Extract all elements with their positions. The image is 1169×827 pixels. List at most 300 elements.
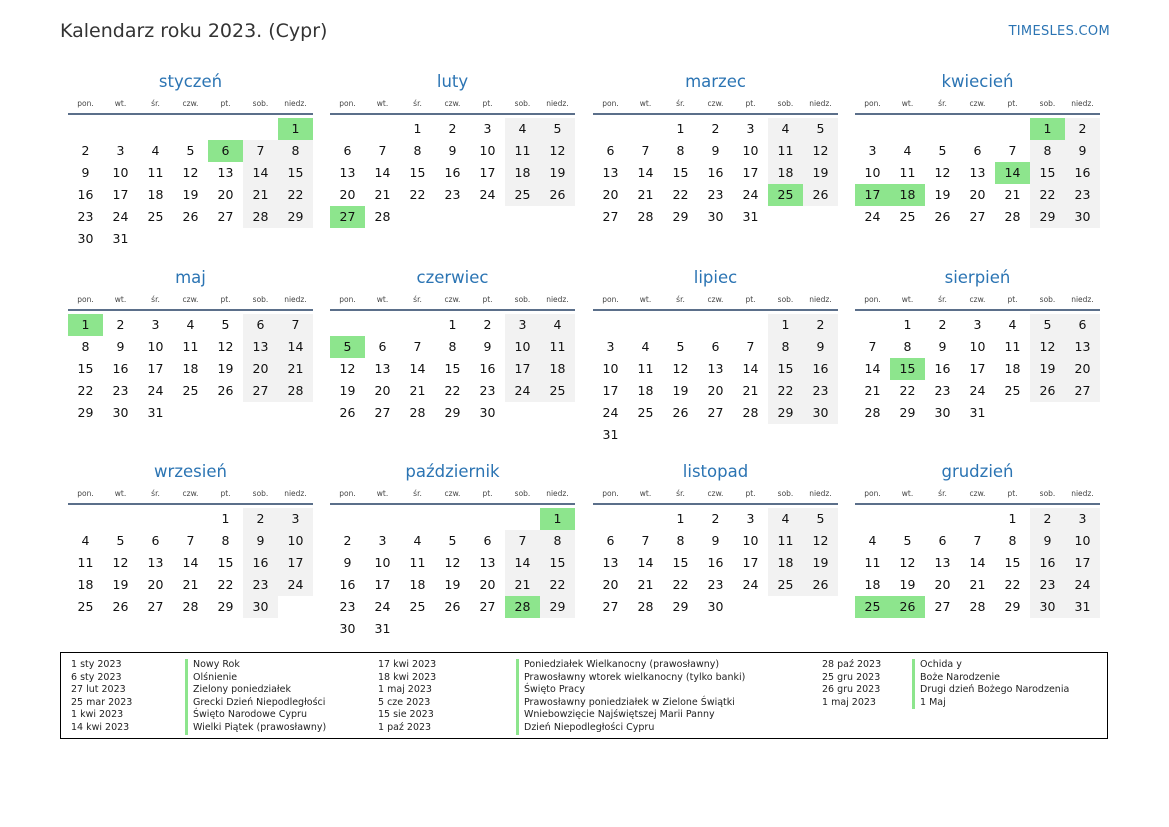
empty-day-cell (103, 508, 138, 530)
day-cell: 9 (711, 533, 720, 548)
day-cell: 18 (890, 184, 925, 206)
day-cell: 9 (116, 339, 125, 354)
week-row (855, 118, 1100, 140)
empty-day-cell (330, 118, 365, 140)
weekday-label: wt. (639, 489, 652, 498)
day-cell: 10 (602, 361, 619, 376)
month-październik (330, 462, 575, 640)
legend-holiday-name: Dzień Niepodległości Cypru (524, 721, 655, 733)
day-cell: 23 (803, 380, 838, 402)
month-name: sierpień (944, 268, 1011, 287)
empty-day-cell (960, 508, 995, 530)
week-row (330, 314, 575, 336)
empty-day-cell (330, 508, 365, 530)
weekday-label: wt. (639, 99, 652, 108)
day-cell: 27 (330, 206, 365, 228)
week-row (855, 380, 1100, 402)
empty-day-cell (68, 508, 103, 530)
day-cell: 10 (742, 533, 759, 548)
legend-holiday-name: Święto Pracy (524, 684, 585, 696)
day-cell: 30 (243, 596, 278, 618)
day-cell: 20 (217, 187, 234, 202)
day-cell: 7 (505, 530, 540, 552)
day-cell: 26 (217, 383, 234, 398)
day-cell: 20 (243, 358, 278, 380)
empty-day-cell (628, 314, 663, 336)
day-cell: 14 (969, 555, 986, 570)
weekday-label: sob. (777, 99, 794, 108)
day-cell: 20 (339, 187, 356, 202)
weekday-label: niedz. (1071, 295, 1094, 304)
weekday-label: niedz. (284, 99, 307, 108)
week-row (330, 206, 575, 228)
day-cell: 22 (278, 184, 313, 206)
day-cell: 18 (409, 577, 426, 592)
week-row (855, 508, 1100, 530)
weekday-label: czw. (707, 295, 724, 304)
week-row (68, 162, 313, 184)
empty-day-cell (400, 618, 435, 640)
day-cell: 7 (186, 533, 195, 548)
weekday-label: sob. (514, 295, 531, 304)
weekday-label: śr. (938, 295, 947, 304)
empty-day-cell (890, 118, 925, 140)
day-cell: 9 (803, 336, 838, 358)
day-cell: 8 (221, 533, 230, 548)
week-row (855, 402, 1100, 424)
week-row (593, 358, 838, 380)
day-cell: 21 (505, 574, 540, 596)
week-row (330, 184, 575, 206)
day-cell: 4 (151, 143, 160, 158)
empty-day-cell (138, 228, 173, 250)
day-cell: 16 (479, 361, 496, 376)
empty-day-cell (400, 508, 435, 530)
day-cell: 17 (969, 361, 986, 376)
weekday-label: niedz. (809, 295, 832, 304)
day-cell: 24 (278, 574, 313, 596)
weekday-label: śr. (938, 99, 947, 108)
day-cell: 15 (217, 555, 234, 570)
weekday-label: wt. (114, 295, 127, 304)
day-cell: 10 (374, 555, 391, 570)
day-cell: 4 (768, 508, 803, 530)
weekday-label: sob. (1039, 489, 1056, 498)
day-cell: 6 (208, 140, 243, 162)
day-cell: 3 (1065, 508, 1100, 530)
weekday-label: wt. (114, 99, 127, 108)
day-cell: 8 (676, 143, 685, 158)
week-row (68, 184, 313, 206)
legend-date: 5 cze 2023 (378, 696, 431, 708)
day-cell: 22 (1004, 577, 1021, 592)
day-cell: 22 (1030, 184, 1065, 206)
day-cell: 1 (278, 118, 313, 140)
weekday-label: śr. (413, 295, 422, 304)
legend-dates-column (378, 659, 436, 735)
day-cell: 16 (803, 358, 838, 380)
day-cell: 19 (1030, 358, 1065, 380)
day-cell: 15 (672, 555, 689, 570)
day-cell: 15 (1030, 162, 1065, 184)
day-cell: 25 (540, 380, 575, 402)
legend-names-column (185, 659, 326, 735)
day-cell: 20 (602, 187, 619, 202)
day-cell: 29 (768, 402, 803, 424)
weekday-label: wt. (376, 99, 389, 108)
day-cell: 23 (112, 383, 129, 398)
legend-holiday-name: Wniebowzięcie Najświętszej Marii Panny (524, 709, 715, 721)
day-cell: 24 (479, 187, 496, 202)
day-cell: 11 (505, 140, 540, 162)
day-cell: 13 (707, 361, 724, 376)
day-cell: 21 (1004, 187, 1021, 202)
day-cell: 18 (182, 361, 199, 376)
empty-day-cell (925, 508, 960, 530)
weekday-label: niedz. (284, 489, 307, 498)
legend-date: 1 paź 2023 (378, 721, 432, 733)
day-cell: 22 (217, 577, 234, 592)
day-cell: 5 (803, 508, 838, 530)
day-cell: 4 (903, 143, 912, 158)
weekday-header (855, 98, 1100, 115)
day-cell: 13 (374, 361, 391, 376)
day-cell: 1 (413, 121, 422, 136)
weekday-label: niedz. (809, 99, 832, 108)
empty-day-cell (243, 402, 278, 424)
day-cell: 10 (479, 143, 496, 158)
month-marzec (593, 72, 838, 228)
day-cell: 28 (742, 405, 759, 420)
day-cell: 13 (602, 165, 619, 180)
day-cell: 3 (278, 508, 313, 530)
day-cell: 18 (768, 162, 803, 184)
day-cell: 21 (864, 383, 881, 398)
day-cell: 23 (77, 209, 94, 224)
day-cell: 9 (483, 339, 492, 354)
day-cell: 15 (444, 361, 461, 376)
empty-day-cell (628, 424, 663, 446)
week-row (855, 184, 1100, 206)
day-cell: 4 (768, 118, 803, 140)
day-cell: 21 (243, 184, 278, 206)
day-cell: 24 (602, 405, 619, 420)
week-row (855, 530, 1100, 552)
empty-day-cell (505, 402, 540, 424)
day-cell: 17 (742, 555, 759, 570)
week-row (330, 140, 575, 162)
day-cell: 17 (602, 383, 619, 398)
week-row (330, 380, 575, 402)
week-row (68, 402, 313, 424)
day-cell: 18 (77, 577, 94, 592)
day-cell: 15 (768, 358, 803, 380)
day-cell: 11 (409, 555, 426, 570)
empty-day-cell (663, 314, 698, 336)
day-cell: 29 (672, 599, 689, 614)
day-cell: 5 (676, 339, 685, 354)
day-cell: 27 (217, 209, 234, 224)
legend-date: 28 paź 2023 (822, 659, 882, 670)
day-cell: 12 (672, 361, 689, 376)
weekday-label: czw. (444, 99, 461, 108)
day-cell: 11 (147, 165, 164, 180)
empty-day-cell (365, 118, 400, 140)
day-cell: 1 (1008, 511, 1017, 526)
day-cell: 12 (540, 140, 575, 162)
day-cell: 8 (81, 339, 90, 354)
day-cell: 7 (973, 533, 982, 548)
day-cell: 20 (479, 577, 496, 592)
empty-day-cell (208, 402, 243, 424)
empty-day-cell (540, 402, 575, 424)
day-cell: 16 (707, 555, 724, 570)
weekday-label: sob. (1039, 99, 1056, 108)
day-cell: 19 (803, 162, 838, 184)
empty-day-cell (803, 596, 838, 618)
legend-date: 25 mar 2023 (71, 696, 133, 708)
month-name: grudzień (941, 462, 1014, 481)
empty-day-cell (278, 402, 313, 424)
weekday-header (855, 294, 1100, 311)
day-cell: 2 (116, 317, 125, 332)
day-cell: 13 (147, 555, 164, 570)
day-cell: 22 (409, 187, 426, 202)
weekday-label: pt. (1007, 489, 1018, 498)
day-cell: 11 (637, 361, 654, 376)
day-cell: 28 (278, 380, 313, 402)
empty-day-cell (173, 228, 208, 250)
day-cell: 31 (112, 231, 129, 246)
weekday-header (68, 98, 313, 115)
empty-day-cell (803, 424, 838, 446)
day-cell: 1 (903, 317, 912, 332)
day-cell: 29 (1004, 599, 1021, 614)
day-cell: 8 (903, 339, 912, 354)
day-cell: 10 (112, 165, 129, 180)
day-cell: 3 (116, 143, 125, 158)
day-cell: 29 (278, 206, 313, 228)
week-row (593, 530, 838, 552)
weekday-label: pon. (339, 99, 356, 108)
day-cell: 24 (742, 187, 759, 202)
legend-names-column (516, 659, 745, 735)
day-cell: 8 (540, 530, 575, 552)
empty-day-cell (995, 118, 1030, 140)
weekday-header (330, 294, 575, 311)
day-cell: 20 (602, 577, 619, 592)
legend-holiday-name: Nowy Rok (193, 659, 240, 670)
day-cell: 25 (147, 209, 164, 224)
day-cell: 31 (374, 621, 391, 636)
day-cell: 19 (182, 187, 199, 202)
week-row (330, 574, 575, 596)
day-cell: 24 (864, 209, 881, 224)
day-cell: 11 (768, 530, 803, 552)
weekday-label: pon. (77, 489, 94, 498)
day-cell: 27 (1065, 380, 1100, 402)
week-row (593, 380, 838, 402)
weekday-label: sob. (777, 295, 794, 304)
weekday-label: czw. (182, 295, 199, 304)
day-cell: 17 (855, 184, 890, 206)
day-cell: 17 (374, 577, 391, 592)
week-row (330, 358, 575, 380)
day-cell: 7 (413, 339, 422, 354)
weekday-label: sob. (252, 295, 269, 304)
weekday-label: pt. (745, 99, 756, 108)
day-cell: 2 (448, 121, 457, 136)
month-name: styczeń (158, 72, 223, 91)
weekday-label: pt. (745, 489, 756, 498)
week-row (593, 596, 838, 618)
empty-day-cell (138, 118, 173, 140)
day-cell: 22 (540, 574, 575, 596)
day-cell: 20 (374, 383, 391, 398)
day-cell: 24 (742, 577, 759, 592)
day-cell: 10 (1065, 530, 1100, 552)
day-cell: 2 (243, 508, 278, 530)
day-cell: 13 (969, 165, 986, 180)
weekday-label: czw. (969, 99, 986, 108)
day-cell: 31 (147, 405, 164, 420)
day-cell: 3 (746, 511, 755, 526)
week-row (68, 552, 313, 574)
day-cell: 26 (890, 596, 925, 618)
week-row (68, 206, 313, 228)
day-cell: 17 (479, 165, 496, 180)
day-cell: 6 (938, 533, 947, 548)
day-cell: 25 (505, 184, 540, 206)
day-cell: 22 (672, 187, 689, 202)
day-cell: 18 (768, 552, 803, 574)
day-cell: 12 (899, 555, 916, 570)
day-cell: 25 (182, 383, 199, 398)
day-cell: 28 (1004, 209, 1021, 224)
day-cell: 21 (278, 358, 313, 380)
month-name: kwiecień (941, 72, 1014, 91)
empty-day-cell (173, 118, 208, 140)
weekday-label: pon. (864, 489, 881, 498)
weekday-label: śr. (676, 99, 685, 108)
day-cell: 2 (1030, 508, 1065, 530)
day-cell: 25 (768, 574, 803, 596)
day-cell: 9 (448, 143, 457, 158)
day-cell: 15 (672, 165, 689, 180)
day-cell: 26 (112, 599, 129, 614)
weekday-label: pon. (77, 295, 94, 304)
day-cell: 30 (1030, 596, 1065, 618)
empty-day-cell (698, 314, 733, 336)
empty-day-cell (103, 118, 138, 140)
legend-holiday-name: Święto Narodowe Cypru (193, 709, 307, 721)
day-cell: 27 (147, 599, 164, 614)
day-cell: 28 (243, 206, 278, 228)
day-cell: 9 (243, 530, 278, 552)
empty-day-cell (365, 314, 400, 336)
day-cell: 2 (938, 317, 947, 332)
month-name: wrzesień (154, 462, 227, 481)
day-cell: 8 (1030, 140, 1065, 162)
week-row (855, 574, 1100, 596)
week-row (68, 140, 313, 162)
site-link[interactable]: TIMESLES.COM (1008, 24, 1110, 39)
day-cell: 26 (803, 574, 838, 596)
week-row (855, 336, 1100, 358)
day-cell: 28 (864, 405, 881, 420)
day-cell: 29 (540, 596, 575, 618)
day-cell: 28 (637, 599, 654, 614)
day-cell: 16 (1065, 162, 1100, 184)
day-cell: 31 (742, 209, 759, 224)
weekday-label: niedz. (1071, 489, 1094, 498)
day-cell: 23 (707, 187, 724, 202)
day-cell: 26 (540, 184, 575, 206)
month-sierpień (855, 268, 1100, 424)
day-cell: 29 (672, 209, 689, 224)
weekday-label: sob. (252, 99, 269, 108)
weekday-label: śr. (413, 99, 422, 108)
weekday-label: sob. (252, 489, 269, 498)
day-cell: 27 (602, 209, 619, 224)
day-cell: 7 (641, 143, 650, 158)
day-cell: 29 (1030, 206, 1065, 228)
weekday-label: czw. (969, 489, 986, 498)
day-cell: 13 (479, 555, 496, 570)
empty-day-cell (243, 228, 278, 250)
day-cell: 17 (147, 361, 164, 376)
day-cell: 20 (707, 383, 724, 398)
empty-day-cell (435, 206, 470, 228)
day-cell: 25 (1004, 383, 1021, 398)
weekday-label: pt. (482, 295, 493, 304)
day-cell: 1 (68, 314, 103, 336)
day-cell: 20 (147, 577, 164, 592)
empty-day-cell (768, 424, 803, 446)
week-row (68, 596, 313, 618)
day-cell: 7 (641, 533, 650, 548)
weekday-header (330, 488, 575, 505)
week-row (330, 552, 575, 574)
day-cell: 13 (602, 555, 619, 570)
empty-day-cell (173, 402, 208, 424)
day-cell: 19 (217, 361, 234, 376)
day-cell: 18 (147, 187, 164, 202)
day-cell: 2 (483, 317, 492, 332)
week-row (593, 336, 838, 358)
day-cell: 26 (1030, 380, 1065, 402)
week-row (855, 596, 1100, 618)
week-row (593, 574, 838, 596)
day-cell: 27 (707, 405, 724, 420)
month-lipiec (593, 268, 838, 446)
weekday-label: śr. (676, 295, 685, 304)
weekday-label: sob. (514, 489, 531, 498)
day-cell: 17 (505, 358, 540, 380)
day-cell: 25 (637, 405, 654, 420)
day-cell: 16 (77, 187, 94, 202)
weekday-label: wt. (376, 489, 389, 498)
day-cell: 10 (505, 336, 540, 358)
day-cell: 21 (409, 383, 426, 398)
day-cell: 31 (602, 427, 619, 442)
day-cell: 14 (374, 165, 391, 180)
day-cell: 31 (1065, 596, 1100, 618)
day-cell: 17 (742, 165, 759, 180)
month-listopad (593, 462, 838, 618)
month-czerwiec (330, 268, 575, 424)
empty-day-cell (1065, 402, 1100, 424)
